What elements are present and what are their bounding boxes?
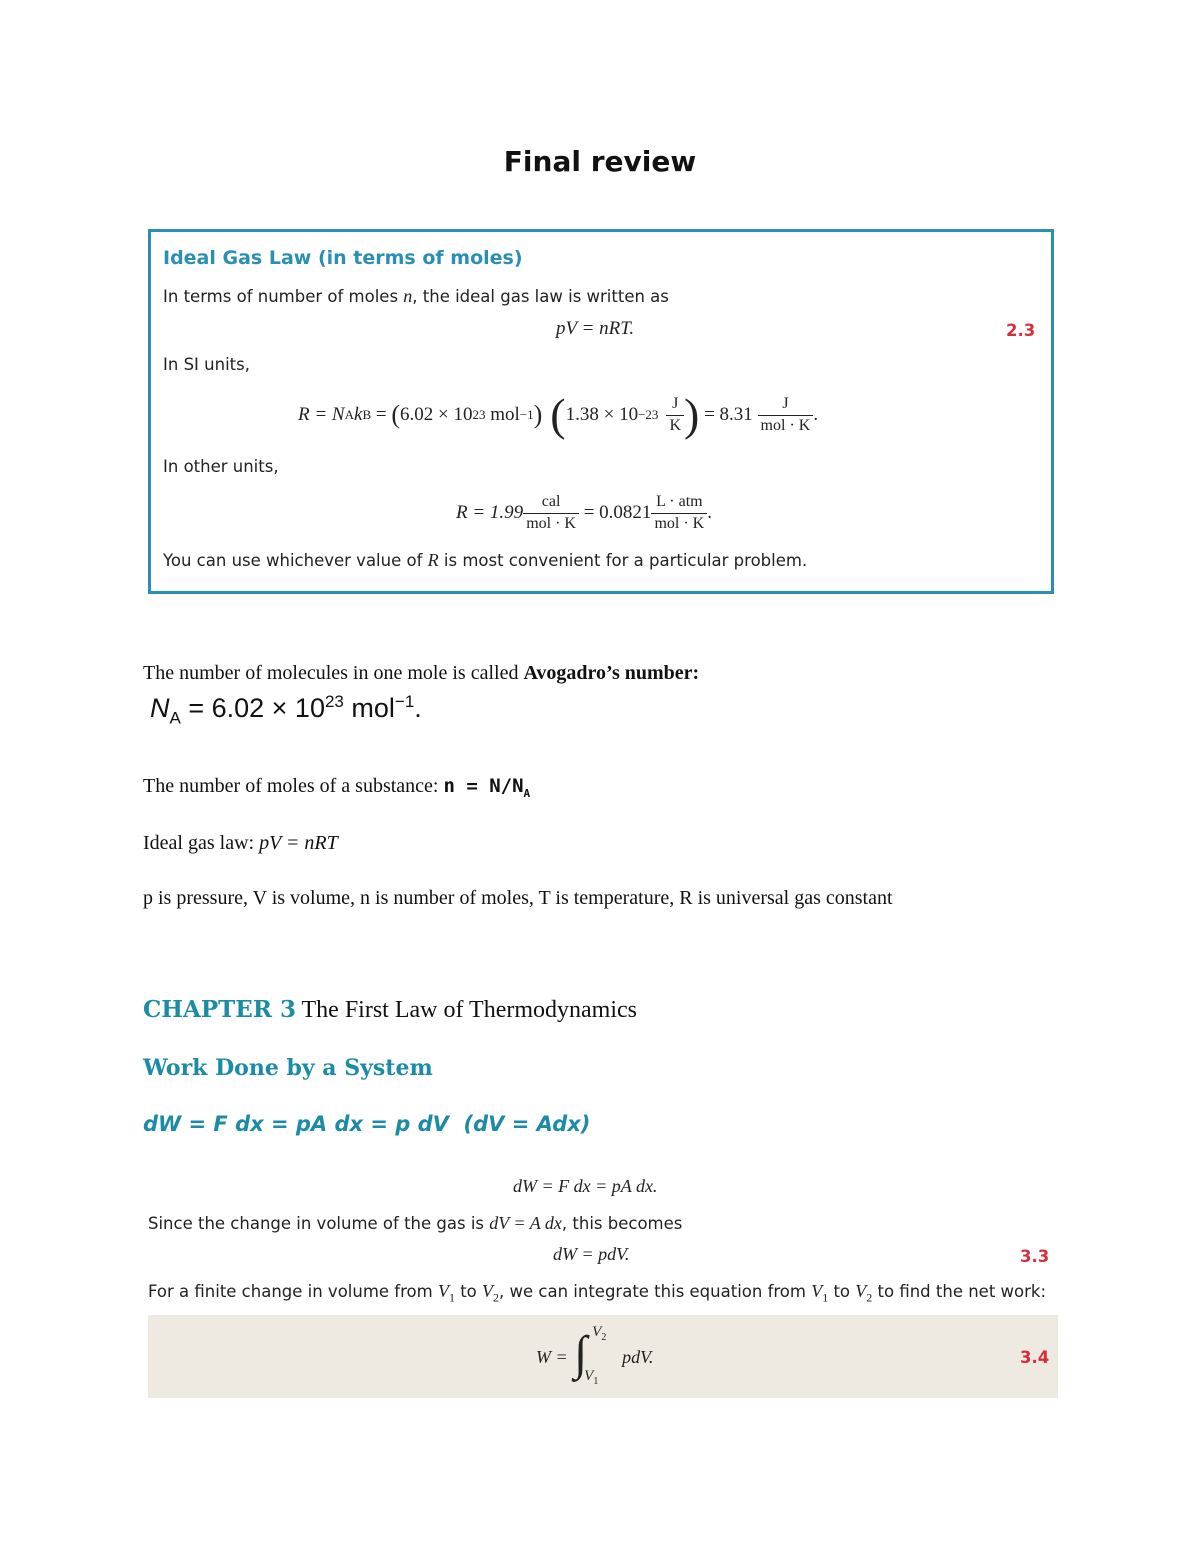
paren-open-1: (: [391, 400, 400, 429]
finite-a: For a finite change in volume from: [148, 1282, 438, 1301]
finite-v1-sub: 1: [448, 1290, 455, 1305]
eq2-kb-sub: B: [362, 407, 372, 422]
si-units-label: In SI units,: [163, 355, 250, 374]
finite-b: , we can integrate this equation from: [499, 1282, 812, 1301]
eq2-equals: =: [371, 404, 392, 425]
avogadro-eq-sub: A: [169, 708, 181, 728]
since-line: [148, 1213, 682, 1234]
eq2-f1-exp: 23: [472, 407, 486, 422]
finite-v1b-sub: 1: [822, 1290, 829, 1305]
avogadro-eq-n: N: [150, 693, 170, 723]
avogadro-equation: [150, 692, 422, 728]
note-pre: You can use whichever value of: [163, 551, 428, 570]
eq-c-body: pdV.: [622, 1346, 654, 1367]
chapter-heading: [143, 996, 637, 1024]
moles-line: [143, 775, 530, 800]
finite-v2: V: [482, 1281, 494, 1301]
equation-r-si: [298, 387, 818, 443]
paren-close-1: ): [533, 400, 543, 429]
eq2-f1-unit: mol: [485, 404, 520, 425]
avogadro-bold: Avogadro’s number:: [523, 662, 700, 684]
lower-sub: 1: [593, 1376, 599, 1387]
eq2-res-den: mol · K: [758, 415, 814, 435]
paren-open-2: (: [550, 389, 566, 440]
fraction-cal: [523, 494, 579, 533]
eq2-f2-num: J: [672, 394, 679, 412]
ideal-line-formula: pV = nRT: [259, 832, 338, 854]
eq2-f2-main: 1.38 × 10: [565, 404, 639, 425]
moles-line-formula-sub: A: [523, 787, 531, 800]
since-pre: Since the change in volume of the gas is: [148, 1214, 490, 1233]
avogadro-eq-rest: = 6.02 × 10: [180, 693, 325, 723]
eq3-f2-den: mol · K: [651, 513, 707, 533]
since-post: , this becomes: [561, 1214, 683, 1233]
eq3-f1-num: cal: [541, 492, 561, 510]
box-intro-pre: In terms of number of moles: [163, 287, 404, 306]
eq2-result: = 8.31: [699, 404, 758, 425]
paren-close-2: ): [684, 389, 700, 440]
eq2-res-num: J: [782, 394, 789, 412]
equation-work-integral: [536, 1322, 653, 1392]
finite-v1b: V: [811, 1281, 823, 1301]
upper-sub: 2: [601, 1332, 607, 1343]
chapter-label: CHAPTER 3: [143, 996, 296, 1023]
fraction-j-over-k: [666, 396, 684, 435]
work-equation: dW = F dx = pA dx = p dV (dV = Adx): [143, 1112, 591, 1136]
avogadro-eq-unit-exp: −1: [394, 692, 415, 711]
eq2-kb: k: [354, 404, 363, 425]
finite-c: to find the net work:: [872, 1282, 1047, 1301]
eq2-f1-main: 6.02 × 10: [400, 404, 473, 425]
note-post: is most convenient for a particular problem.: [438, 551, 808, 570]
lower-v: V: [584, 1368, 594, 1384]
equation-dw-pdv: dW = pdV.: [553, 1244, 630, 1264]
finite-to-1: to: [454, 1282, 483, 1301]
avogadro-text: [143, 662, 699, 685]
eq3-f1-den: mol · K: [523, 513, 579, 533]
avogadro-eq-exp: 23: [324, 692, 344, 711]
box-heading: Ideal Gas Law (in terms of moles): [163, 247, 523, 269]
integral-upper: [592, 1324, 606, 1343]
moles-line-text: The number of moles of a substance:: [143, 775, 444, 797]
ideal-line-text: Ideal gas law:: [143, 832, 260, 854]
equation-r-other: [456, 488, 712, 538]
fraction-j-over-molk: [758, 396, 814, 435]
eq3-lhs: R = 1.99: [456, 502, 524, 523]
note-var: R: [427, 550, 439, 570]
other-units-label: In other units,: [163, 457, 279, 476]
equation-number-3-4: 3.4: [1020, 1348, 1050, 1367]
variables-line: p is pressure, V is volume, n is number of moles, T is temperature, R is universal gas constant: [143, 887, 893, 909]
fraction-latm: [651, 494, 707, 533]
finite-change-line: [148, 1281, 1046, 1305]
equation-number-3-3: 3.3: [1020, 1247, 1050, 1266]
box-intro: [163, 286, 669, 307]
equation-number-2-3: 2.3: [1006, 321, 1036, 340]
box-intro-var: n: [403, 286, 413, 306]
eq2-lhs-sub: A: [344, 407, 354, 422]
equation-dw-fdx: dW = F dx = pA dx.: [513, 1176, 658, 1196]
box-note: [163, 550, 807, 571]
eq2-f2-den: K: [666, 415, 684, 435]
chapter-title: The First Law of Thermodynamics: [295, 997, 638, 1023]
eq3-mid: = 0.0821: [578, 502, 652, 523]
eq2-end: .: [813, 404, 819, 425]
avogadro-eq-end: .: [414, 693, 422, 723]
ideal-gas-line: [143, 832, 338, 855]
avogadro-eq-unit: mol: [343, 693, 395, 723]
finite-v2b: V: [855, 1281, 867, 1301]
upper-v: V: [592, 1324, 602, 1340]
eq3-end: .: [707, 502, 712, 523]
moles-line-formula: n = N/N: [443, 775, 524, 797]
equation-pv-nrt: pV = nRT.: [556, 318, 635, 339]
eq2-f2-exp: −23: [638, 407, 659, 422]
finite-v2-sub: 2: [493, 1290, 500, 1305]
avogadro-pre: The number of molecules in one mole is called: [143, 662, 524, 684]
eq3-f2-num: L · atm: [656, 492, 703, 510]
finite-v1: V: [437, 1281, 449, 1301]
eq-c-lhs: W =: [536, 1346, 573, 1367]
integral-lower: [584, 1368, 598, 1387]
work-heading: Work Done by a System: [143, 1055, 433, 1081]
integral-symbol: ∫: [574, 1327, 588, 1380]
eq2-lhs: R = N: [298, 404, 345, 425]
finite-to-2: to: [828, 1282, 856, 1301]
eq2-f1-unit-exp: −1: [519, 407, 534, 422]
box-intro-post: , the ideal gas law is written as: [412, 287, 669, 306]
integral-sign: [572, 1322, 614, 1392]
finite-v2b-sub: 2: [866, 1290, 873, 1305]
since-eq: dV = A dx: [489, 1213, 562, 1233]
page-title: Final review: [503, 145, 697, 178]
